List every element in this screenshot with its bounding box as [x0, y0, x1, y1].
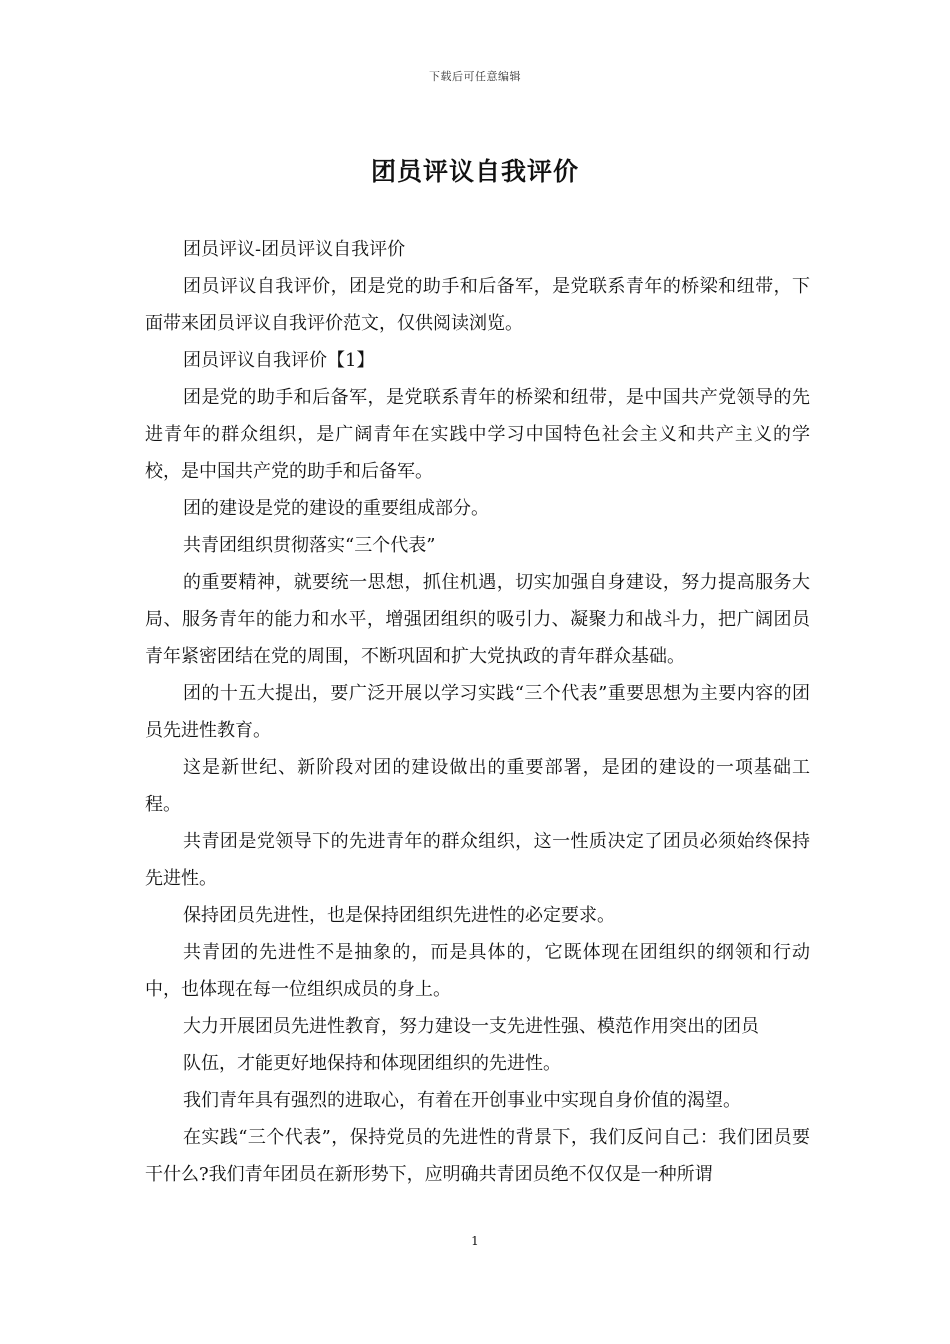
- paragraph: 团的十五大提出，要广泛开展以学习实践“三个代表”重要思想为主要内容的团员先进性教育。: [145, 683, 810, 741]
- paragraph: 的重要精神，就要统一思想，抓住机遇，切实加强自身建设，努力提高服务大局、服务青年的能力和水平，增强团组织的吸引力、凝聚力和战斗力，把广阔团员青年紧密团结在党的周围，不断巩固和扩大党执政的青年群众基础。: [145, 572, 810, 667]
- paragraph: 共青团是党领导下的先进青年的群众组织，这一性质决定了团员必须始终保持先进性。: [145, 831, 810, 889]
- page-number: 1: [471, 1234, 479, 1248]
- paragraph: 保持团员先进性，也是保持团组织先进性的必定要求。: [183, 905, 615, 926]
- page-header-note: 下载后可任意编辑: [429, 70, 521, 83]
- paragraph: 团员评议-团员评议自我评价: [183, 239, 406, 260]
- paragraph: 在实践“三个代表”，保持党员的先进性的背景下，我们反问自己：我们团员要干什么?我们青年团员在新形势下，应明确共青团员绝不仅仅是一种所谓: [145, 1127, 810, 1185]
- paragraph: 共青团的先进性不是抽象的，而是具体的，它既体现在团组织的纲领和行动中，也体现在每一位组织成员的身上。: [145, 942, 810, 1000]
- paragraph: 团是党的助手和后备军，是党联系青年的桥梁和纽带，是中国共产党领导的先进青年的群众组织，是广阔青年在实践中学习中国特色社会主义和共产主义的学校，是中国共产党的助手和后备军。: [145, 387, 810, 482]
- paragraph: 大力开展团员先进性教育，努力建设一支先进性强、模范作用突出的团员: [183, 1016, 759, 1037]
- document-body: [145, 231, 810, 1193]
- document-title: 团员评议自我评价: [370, 157, 579, 186]
- paragraph: 团员评议自我评价，团是党的助手和后备军，是党联系青年的桥梁和纽带，下面带来团员评议自我评价范文，仅供阅读浏览。: [145, 276, 810, 334]
- paragraph: 队伍，才能更好地保持和体现团组织的先进性。: [183, 1053, 561, 1074]
- paragraph: 团员评议自我评价【1】: [183, 350, 375, 371]
- paragraph: 这是新世纪、新阶段对团的建设做出的重要部署，是团的建设的一项基础工程。: [145, 757, 810, 815]
- paragraph: 共青团组织贯彻落实“三个代表”: [183, 535, 436, 556]
- paragraph: 团的建设是党的建设的重要组成部分。: [183, 498, 489, 519]
- paragraph: 我们青年具有强烈的进取心，有着在开创事业中实现自身价值的渴望。: [183, 1090, 741, 1111]
